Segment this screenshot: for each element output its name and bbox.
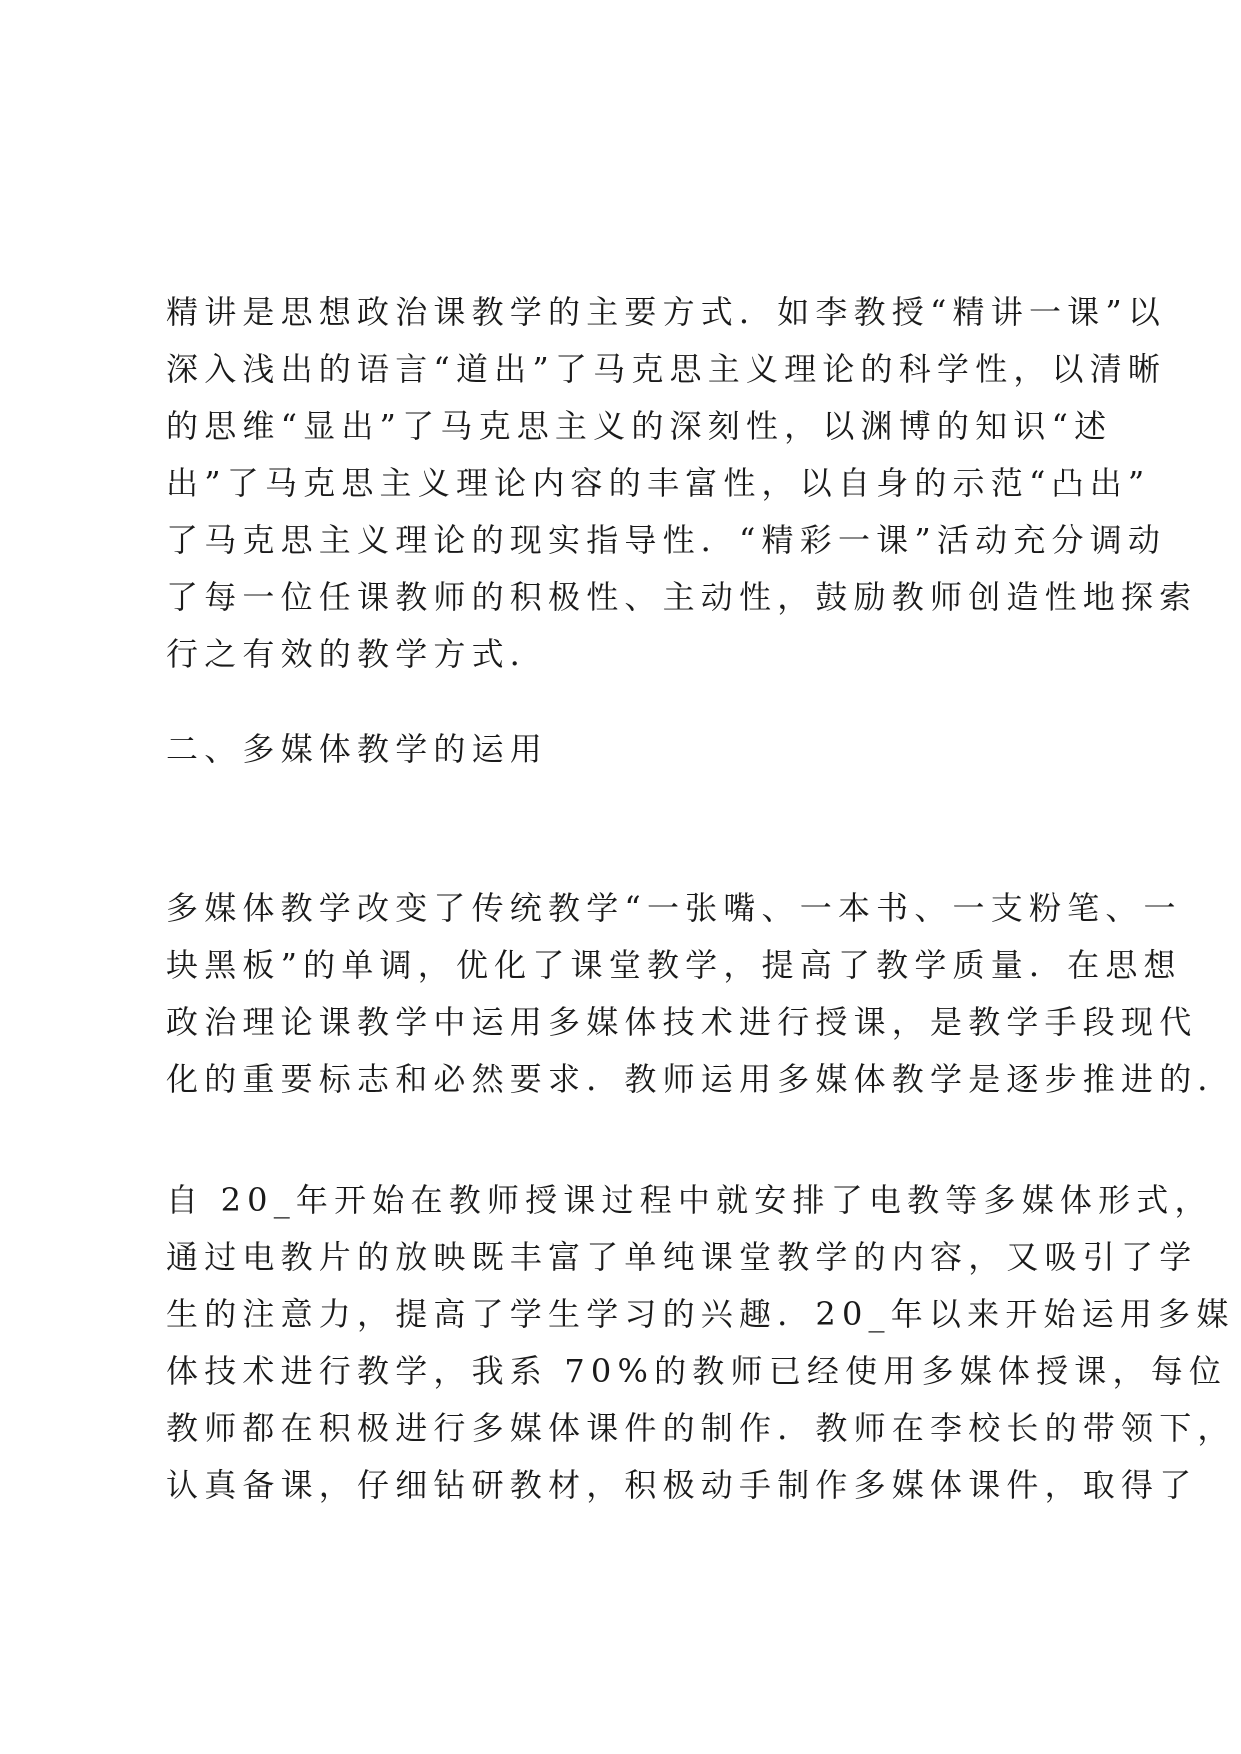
paragraph-line: 出”了马克思主义理论内容的丰富性，以自身的示范“凸出” <box>166 464 1151 502</box>
paragraph-line: 多媒体教学改变了传统教学“一张嘴、一本书、一支粉笔、一 <box>166 889 1182 927</box>
paragraph-line: 生的注意力，提高了学生学习的兴趣．20_年以来开始运用多媒 <box>166 1295 1235 1333</box>
section-heading <box>166 721 1086 778</box>
paragraph-line: 化的重要标志和必然要求．教师运用多媒体教学是逐步推进的． <box>166 1060 1236 1098</box>
paragraph-line: 体技术进行教学，我系 70%的教师已经使用多媒体授课，每位 <box>166 1352 1228 1390</box>
paragraph-multimedia-progress <box>166 1172 1236 1514</box>
paragraph-line: 精讲是思想政治课教学的主要方式．如李教授“精讲一课”以 <box>166 293 1167 331</box>
paragraph-line: 块黑板”的单调，优化了课堂教学，提高了教学质量．在思想 <box>166 946 1182 984</box>
paragraph-line: 政治理论课教学中运用多媒体技术进行授课，是教学手段现代 <box>166 1003 1198 1041</box>
paragraph-line: 行之有效的教学方式． <box>166 635 549 673</box>
section-heading-text: 二、多媒体教学的运用 <box>166 730 549 768</box>
paragraph-line: 通过电教片的放映既丰富了单纯课堂教学的内容，又吸引了学 <box>166 1238 1198 1276</box>
paragraph-line: 了马克思主义理论的现实指导性．“精彩一课”活动充分调动 <box>166 521 1167 559</box>
paragraph-line: 了每一位任课教师的积极性、主动性，鼓励教师创造性地探索 <box>166 578 1198 616</box>
paragraph-line: 认真备课，仔细钻研教材，积极动手制作多媒体课件，取得了 <box>166 1466 1198 1504</box>
paragraph-line: 深入浅出的语言“道出”了马克思主义理论的科学性，以清晰 <box>166 350 1167 388</box>
paragraph-multimedia-intro <box>166 880 1236 1108</box>
paragraph-teaching-method <box>166 284 1198 683</box>
paragraph-line: 教师都在积极进行多媒体课件的制作．教师在李校长的带领下， <box>166 1409 1236 1447</box>
paragraph-line: 的思维“显出”了马克思主义的深刻性，以渊博的知识“述 <box>166 407 1113 445</box>
paragraph-line: 自 20_年开始在教师授课过程中就安排了电教等多媒体形式， <box>166 1181 1213 1219</box>
